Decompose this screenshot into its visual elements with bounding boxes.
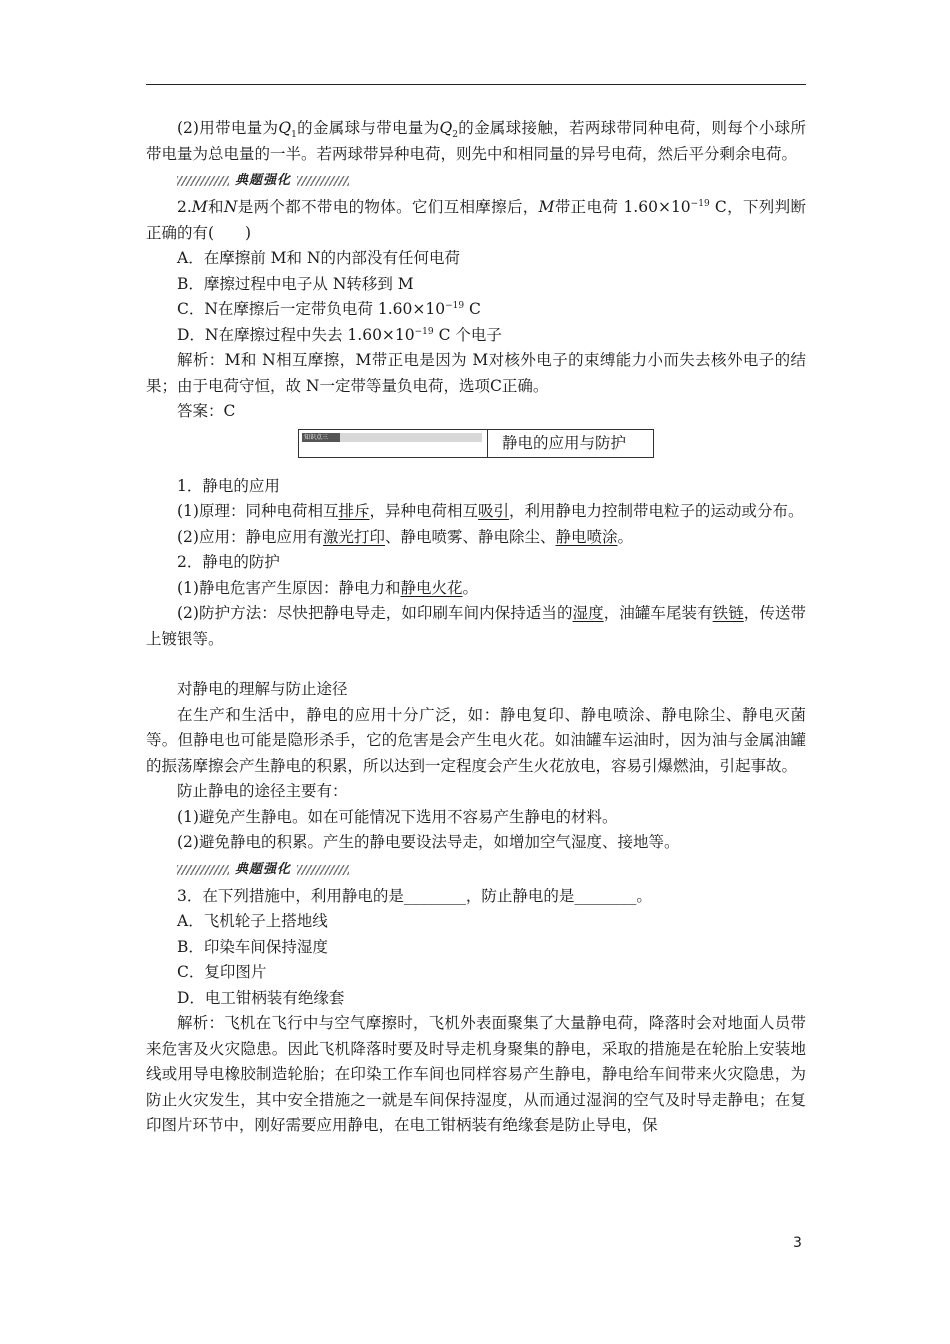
protection-cause: (1)静电危害产生原因：静电力和静电火花。 bbox=[177, 578, 478, 597]
question-2-option-a: A．在摩擦前 M和 N的内部没有任何电荷 bbox=[177, 249, 460, 267]
question-2-option-b: B．摩擦过程中电子从 N转移到 M bbox=[177, 274, 414, 293]
banner-title: 典题强化 bbox=[235, 861, 292, 877]
knowledge-point-tag-cell bbox=[299, 430, 488, 457]
question-2-option-c: C．N在摩擦后一定带负电荷 $1.60\times 10^{-19}$ C bbox=[177, 300, 481, 318]
application-principle: (1)原理：同种电荷相互排斥，异种电荷相互吸引，利用静电力控制带电粒子的运动或分布。 bbox=[177, 502, 804, 520]
understanding-paragraph: 在生产和生活中，静电的应用十分广泛，如：静电复印、静电喷涂、静电除尘、静电灭菌等。但静电也可能是隐形杀手，它的危害是会产生电火花。如油罐车运油时，因为油与金属油罐的振荡摩擦会产生静电的积累，所以达到一定程度会产生火花放电，容易引爆燃油，引起事故。 bbox=[146, 705, 806, 775]
question-3-option-c: C．复印图片 bbox=[177, 963, 267, 981]
protection-methods: (2)防护方法：尽快把静电导走，如印刷车间内保持适当的湿度，油罐车尾装有铁链，传送带上镀银等。 bbox=[146, 604, 806, 648]
header-rule bbox=[146, 84, 806, 85]
hatch-decoration-icon bbox=[177, 176, 229, 186]
knowledge-point-title: 静电的应用与防护 bbox=[502, 433, 627, 452]
question-3-option-b: B．印染车间保持湿度 bbox=[177, 937, 328, 956]
question-2-option-d: D．N在摩擦过程中失去 $1.60\times 10^{-19}$ C 个电子 bbox=[177, 325, 502, 344]
question-3-analysis: 解析：飞机在飞行中与空气摩擦时，飞机外表面聚集了大量静电荷，降落时会对地面人员带来危害及火灾隐患。因此飞机降落时要及时导走机身聚集的静电，采取的措施是在轮胎上安装地线或用导电橡胶制造轮胎；在印染工作车间也同样容易产生静电，静电给车间带来火灾隐患，为防止火灾发生，其中安全措施之一就是车间保持湿度，从而通过湿润的空气及时导走静电；在复印图片环节中，刚好需要应用静电，在电工钳柄装有绝缘套是防止导电，保 bbox=[146, 1014, 806, 1134]
page-content bbox=[146, 116, 806, 1139]
section-heading-protection: 2．静电的防护 bbox=[177, 553, 280, 571]
practice-banner bbox=[177, 861, 806, 879]
question-2-stem: 2.M和N是两个都不带电的物体。它们互相摩擦后，M带正电荷 $1.60\times 10^{-19}$ C，下列判断正确的有( ) bbox=[146, 198, 806, 242]
banner-title: 典题强化 bbox=[235, 173, 292, 189]
hatch-decoration-icon bbox=[297, 865, 349, 875]
section-title-understanding: 对静电的理解与防止途径 bbox=[177, 680, 348, 698]
question-3-option-d: D．电工钳柄装有绝缘套 bbox=[177, 988, 345, 1007]
question-3-stem: 3．在下列措施中，利用静电的是________，防止静电的是________。 bbox=[177, 886, 652, 905]
practice-banner bbox=[177, 172, 806, 190]
page-number: 3 bbox=[793, 1235, 802, 1251]
section-heading-application: 1．静电的应用 bbox=[177, 476, 280, 495]
question-2-analysis: 解析：M和 N相互摩擦，M带正电是因为 M对核外电子的束缚能力小而失去核外电子的结果；由于电荷守恒，故 N一定带等量负电荷，选项C正确。 bbox=[146, 351, 806, 395]
prevention-item-1: (1)避免产生静电。如在可能情况下选用不容易产生静电的材料。 bbox=[177, 807, 618, 826]
knowledge-point-tag: 知识点三 bbox=[302, 433, 482, 442]
hatch-decoration-icon bbox=[297, 176, 349, 186]
hatch-decoration-icon bbox=[177, 865, 229, 875]
intro-paragraph: (2)用带电量为$Q_1$的金属球与带电量为$Q_2$的金属球接触，若两球带同种电荷，则每个小球所带电量为总电量的一半。若两球带异种电荷，则先中和相同量的异号电荷，然后平分剩余电荷。 bbox=[146, 119, 806, 163]
question-3-option-a: A．飞机轮子上搭地线 bbox=[177, 912, 328, 930]
prevention-item-2: (2)避免静电的积累。产生的静电要设法导走，如增加空气湿度、接地等。 bbox=[177, 833, 680, 851]
application-uses: (2)应用：静电应用有激光打印、静电喷雾、静电除尘、静电喷涂。 bbox=[177, 527, 634, 546]
knowledge-point-box bbox=[298, 429, 654, 458]
prevention-intro: 防止静电的途径主要有： bbox=[177, 782, 348, 800]
question-2-answer: 答案：C bbox=[177, 402, 236, 420]
